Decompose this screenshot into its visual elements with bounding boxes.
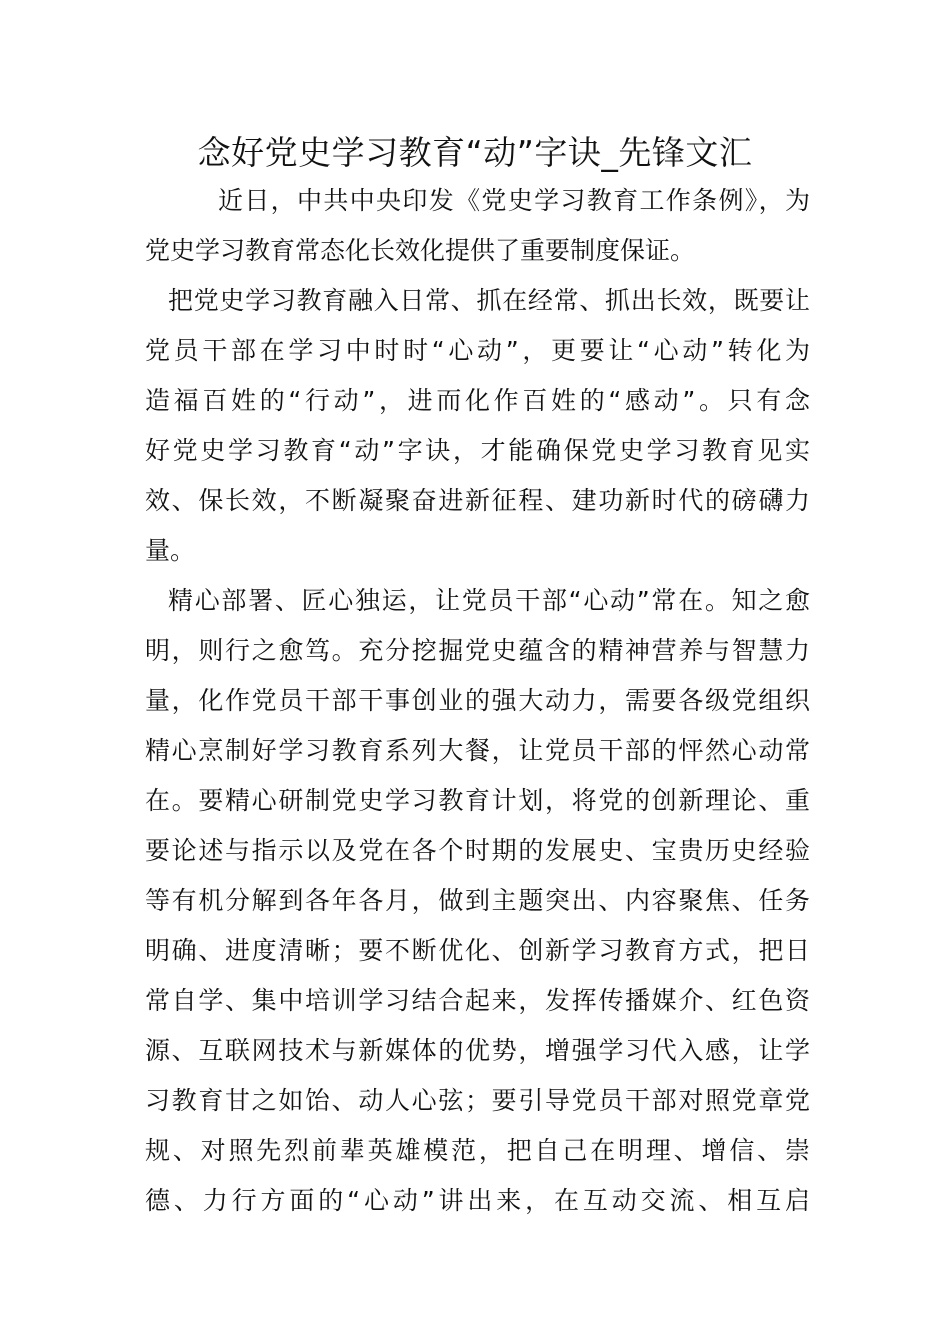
paragraph-3-line-5: 在。要精心研制党史学习教育计划，将党的创新理论、重 (145, 786, 810, 815)
paragraph-3-line-8: 明确、进度清晰；要不断优化、创新学习教育方式，把日 (145, 936, 810, 965)
paragraph-3-line-13: 德、力行方面的“心动”讲出来，在互动交流、相互启 (145, 1186, 810, 1215)
paragraph-3-line-11: 习教育甘之如饴、动人心弦；要引导党员干部对照党章党 (145, 1086, 810, 1115)
document-title: 念好党史学习教育“动”字诀_先锋文汇 (197, 133, 753, 172)
paragraph-3-line-3: 量，化作党员干部干事创业的强大动力，需要各级党组织 (145, 686, 810, 715)
paragraph-2-line-6: 量。 (145, 536, 196, 565)
paragraph-1-line-2: 党史学习教育常态化长效化提供了重要制度保证。 (145, 236, 696, 265)
paragraph-3-line-4: 精心烹制好学习教育系列大餐，让党员干部的怦然心动常 (145, 736, 810, 765)
paragraph-3-line-9: 常自学、集中培训学习结合起来，发挥传播媒介、红色资 (145, 986, 810, 1015)
paragraph-3-line-10: 源、互联网技术与新媒体的优势，增强学习代入感，让学 (145, 1036, 810, 1065)
paragraph-3-line-6: 要论述与指示以及党在各个时期的发展史、宝贵历史经验 (145, 836, 810, 865)
paragraph-1-line-1: 近日，中共中央印发《党史学习教育工作条例》，为 (218, 186, 810, 215)
paragraph-2-line-2: 党员干部在学习中时时“心动”，更要让“心动”转化为 (145, 336, 810, 365)
paragraph-2-line-5: 效、保长效，不断凝聚奋进新征程、建功新时代的磅礴力 (145, 486, 810, 515)
paragraph-3-line-12: 规、对照先烈前辈英雄模范，把自己在明理、增信、崇 (145, 1136, 810, 1165)
paragraph-2-line-1: 把党史学习教育融入日常、抓在经常、抓出长效，既要让 (168, 286, 810, 315)
paragraph-3-line-1: 精心部署、匠心独运，让党员干部“心动”常在。知之愈 (168, 586, 810, 615)
paragraph-3-line-2: 明，则行之愈笃。充分挖掘党史蕴含的精神营养与智慧力 (145, 636, 810, 665)
paragraph-2-line-4: 好党史学习教育“动”字诀，才能确保党史学习教育见实 (145, 436, 810, 465)
paragraph-3-line-7: 等有机分解到各年各月，做到主题突出、内容聚焦、任务 (145, 886, 810, 915)
paragraph-2-line-3: 造福百姓的“行动”，进而化作百姓的“感动”。只有念 (145, 386, 810, 415)
